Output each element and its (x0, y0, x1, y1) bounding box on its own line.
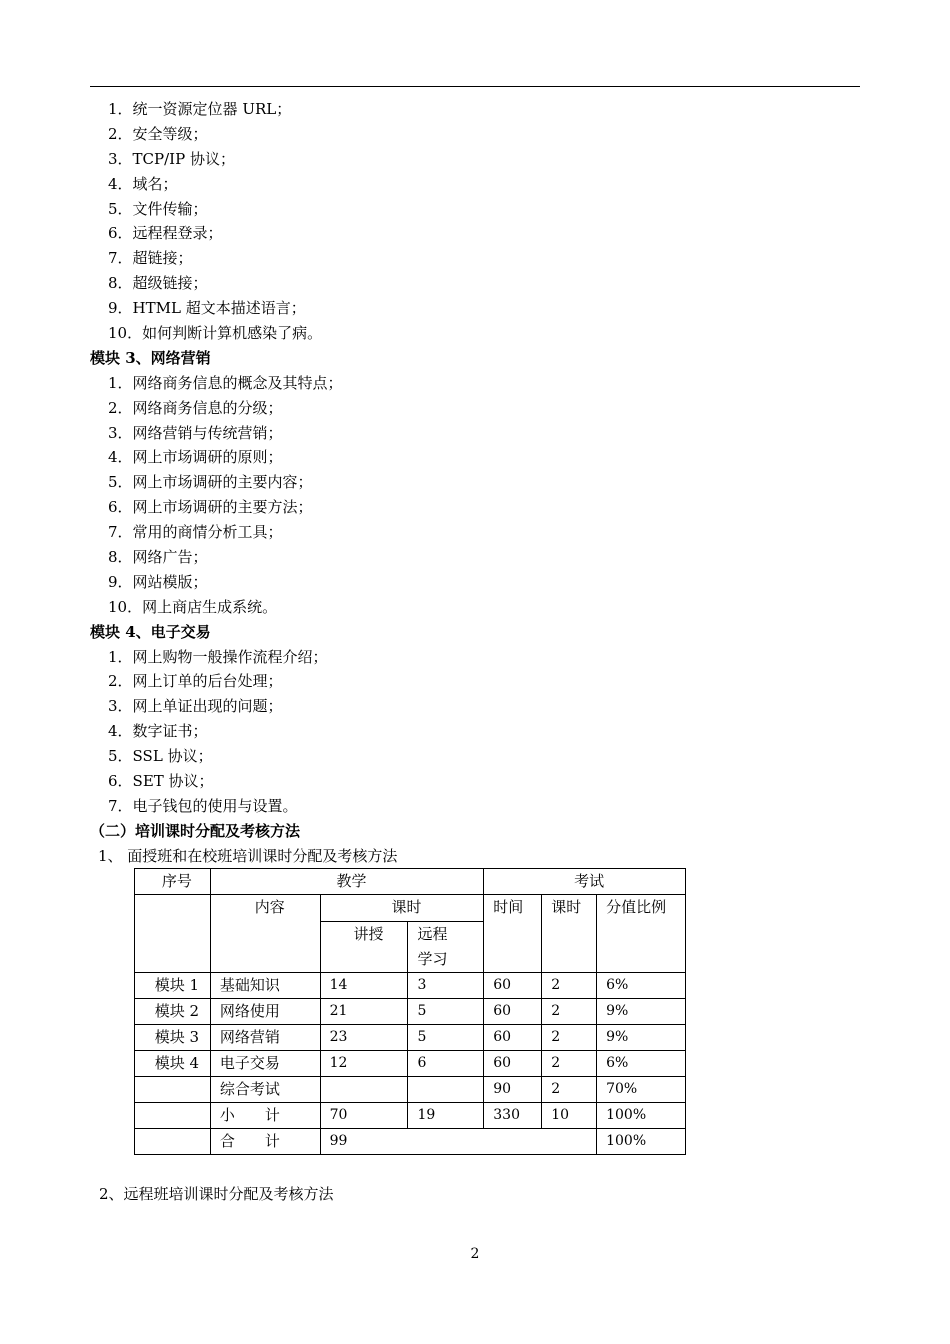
subsection1-title: 1、 面授班和在校班培训课时分配及考核方法 (98, 846, 398, 865)
list-item: 6．远程程登录； (108, 224, 223, 243)
table-row-total: 合 计 99 100% (135, 1129, 686, 1155)
list-item: 2．网络商务信息的分级； (108, 398, 283, 417)
module3-heading: 模块 3、网络营销 (90, 348, 211, 367)
list-item: 5．文件传输； (108, 199, 208, 218)
subsection2-title: 2、远程班培训课时分配及考核方法 (99, 1185, 334, 1203)
list-item: 6．网上市场调研的主要方法； (108, 498, 313, 517)
list-item: 6．SET 协议； (108, 772, 214, 791)
list-item: 1．统一资源定位器 URL； (108, 100, 292, 118)
header-ratio: 分值比例 (597, 895, 686, 973)
table-row: 模块 2 网络使用 21 5 60 2 9% (135, 999, 686, 1025)
header-exam: 考试 (484, 869, 686, 895)
header-rule (90, 86, 860, 87)
hours-allocation-table (134, 868, 686, 1155)
list-item: 9．HTML 超文本描述语言； (108, 299, 306, 318)
list-item: 2．安全等级； (108, 124, 208, 143)
table-row-subtotal: 小 计 70 19 330 10 100% (135, 1103, 686, 1129)
header-remote: 远程 学习 (408, 922, 484, 973)
header-lecture: 讲授 (320, 922, 408, 973)
list-item: 10．网上商店生成系统。 (108, 597, 278, 616)
header-time: 时间 (484, 895, 542, 973)
table-row: 模块 4 电子交易 12 6 60 2 6% (135, 1051, 686, 1077)
list-item: 9．网站模版； (108, 572, 208, 591)
list-item: 8．网络广告； (108, 548, 208, 567)
list-item: 10．如何判断计算机感染了病。 (108, 324, 323, 343)
list-item: 1．网络商务信息的概念及其特点； (108, 373, 343, 392)
module4-heading: 模块 4、电子交易 (90, 622, 211, 641)
table-header-row-1 (135, 869, 686, 895)
list-item: 7．常用的商情分析工具； (108, 523, 283, 542)
list-item: 1．网上购物一般操作流程介绍； (108, 647, 328, 666)
table-row: 模块 3 网络营销 23 5 60 2 9% (135, 1025, 686, 1051)
list-item: 3．TCP/IP 协议； (108, 149, 235, 168)
list-item: 4．域名； (108, 174, 178, 193)
header-empty (135, 895, 211, 973)
list-item: 5．网上市场调研的主要内容； (108, 473, 313, 492)
list-item: 2．网上订单的后台处理； (108, 672, 283, 691)
list-item: 4．数字证书； (108, 722, 208, 741)
list-item: 7．超链接； (108, 249, 193, 268)
document-body (90, 97, 860, 869)
header-hours: 课时 (320, 895, 484, 922)
list-item: 3．网络营销与传统营销； (108, 423, 283, 442)
header-content: 内容 (210, 895, 320, 973)
list-item: 7．电子钱包的使用与设置。 (108, 796, 298, 815)
header-teach: 教学 (210, 869, 483, 895)
list-item: 5．SSL 协议； (108, 747, 213, 766)
table-header-row-2 (135, 895, 686, 922)
header-seq: 序号 (135, 869, 211, 895)
list-item: 8．超级链接； (108, 274, 208, 293)
list-item: 4．网上市场调研的原则； (108, 448, 283, 467)
section2-heading: （二）培训课时分配及考核方法 (90, 821, 301, 840)
table-row-exam: 综合考试 90 2 70% (135, 1077, 686, 1103)
page-number: 2 (470, 1246, 480, 1262)
list-item: 3．网上单证出现的问题； (108, 697, 283, 716)
table-row: 模块 1 基础知识 14 3 60 2 6% (135, 973, 686, 999)
header-exam-hours: 课时 (542, 895, 597, 973)
